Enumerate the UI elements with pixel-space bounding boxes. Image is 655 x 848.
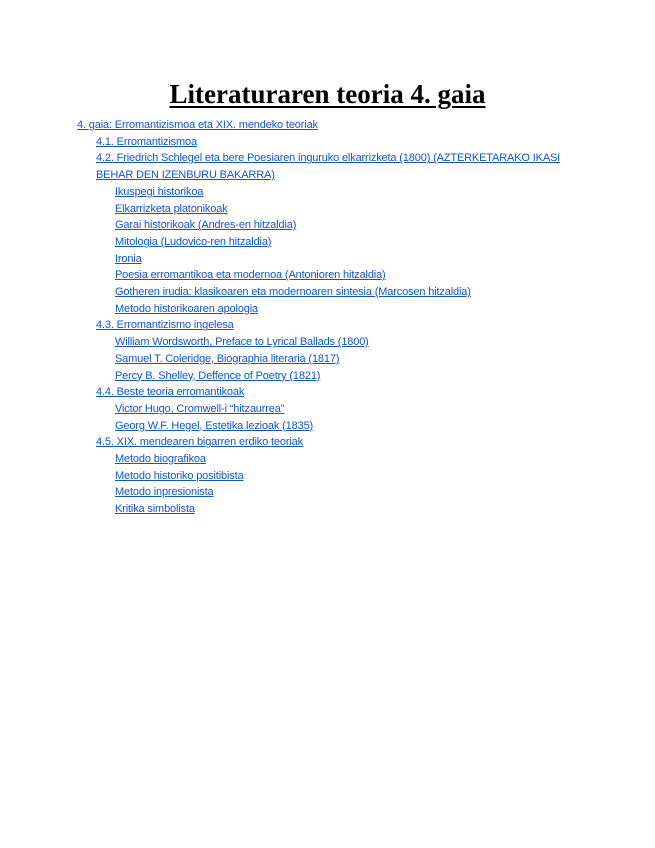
toc-item-link[interactable]: Ikuspegi historikoa: [115, 185, 204, 198]
toc-section-link[interactable]: 4.2. Friedrich Schlegel eta bere Poesiaren inguruko elkarrizketa (1800) (AZTERKETARAKO IKASI BEHAR DEN IZENBURU BAKARRA): [96, 152, 561, 182]
document-title: Literaturaren teoria 4. gaia: [169, 79, 486, 109]
toc-item-link[interactable]: Elkarrizketa platonikoak: [115, 202, 228, 215]
toc-section-link[interactable]: 4.5. XIX. mendearen bigarren erdiko teoriak: [96, 436, 303, 449]
toc-item-link[interactable]: Metodo inpresionista: [115, 486, 214, 499]
toc-item-link[interactable]: Victor Hugo, Cromwell-i “hitzaurrea”: [115, 402, 285, 415]
toc-item-link[interactable]: Gotheren irudia: klasikoaren eta modernoaren sintesia (Marcosen hitzaldia): [115, 286, 471, 299]
toc-item-link[interactable]: Ironia: [115, 252, 142, 265]
toc-item-link[interactable]: Mitologia (Ludovico-ren hitzaldia): [115, 235, 272, 248]
toc-item-link[interactable]: Kritika simbolista: [115, 503, 195, 516]
toc-section-link[interactable]: 4.3. Erromantizismo ingelesa: [96, 319, 234, 332]
toc-item-link[interactable]: William Wordsworth, Preface to Lyrical Ballads (1800): [115, 336, 369, 349]
toc-item-link[interactable]: Garai historikoak (Andres-en hitzaldia): [115, 219, 297, 232]
toc-item-link[interactable]: Metodo historikoaren apologia: [115, 302, 259, 315]
toc-item-link[interactable]: Metodo historiko positibista: [115, 469, 244, 482]
toc-item-link[interactable]: Metodo biografikoa: [115, 453, 206, 466]
toc-item-link[interactable]: Poesia erromantikoa eta modernoa (Antonioren hitzaldia): [115, 269, 386, 282]
toc-item-link[interactable]: Percy B. Shelley, Deffence of Poetry (1821): [115, 369, 321, 382]
toc-item-link[interactable]: Georg W.F. Hegel, Estetika lezioak (1835): [115, 419, 314, 432]
toc-section-link[interactable]: 4.4. Beste teoria erromantikoak: [96, 386, 245, 399]
toc-chapter-link[interactable]: 4. gaia: Erromantizismoa eta XIX. mendeko teoriak: [77, 119, 318, 131]
table-of-contents: [0, 117, 655, 518]
toc-section-link[interactable]: 4.1. Erromantizismoa: [96, 135, 197, 148]
toc-item-link[interactable]: Samuel T. Coleridge, Biographia literaria (1817): [115, 352, 340, 365]
